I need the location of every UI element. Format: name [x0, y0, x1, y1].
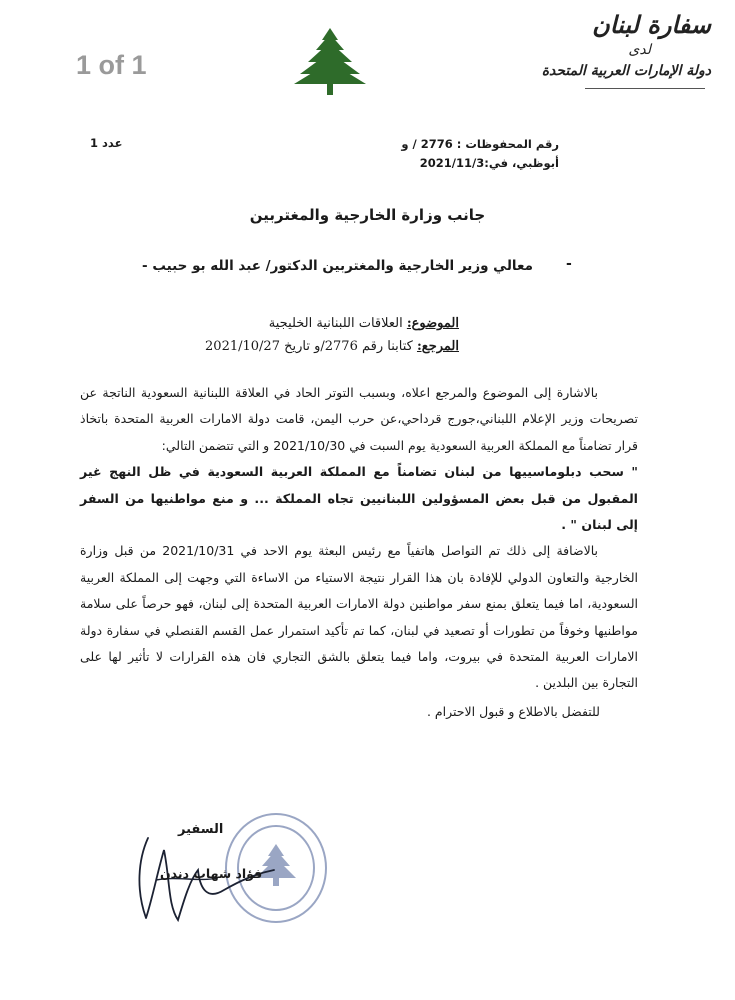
place-date: أبوظبي، في:2021/11/3 — [419, 156, 559, 170]
copy-number: عدد 1 — [90, 136, 123, 150]
archive-number: رقم المحفوظات : 2776 / و — [401, 137, 559, 151]
letter-body — [80, 380, 638, 725]
reference-label: المرجع: — [416, 339, 459, 354]
reference-text: كتابنا رقم 2776/و تاريخ 2021/10/27 — [205, 339, 417, 354]
embassy-letterhead — [531, 10, 711, 82]
addressee-minister: معالي وزير الخارجية والمغتربين الدكتور/ عبد الله بو حبيب - — [142, 258, 533, 274]
letterhead-to: لدى — [628, 42, 651, 58]
letterhead-embassy-name: سفارة لبنان — [592, 10, 711, 39]
body-paragraph-2: بالاضافة إلى ذلك تم التواصل هاتفياً مع رئيس البعثة يوم الاحد في 2021/10/31 من قبل وزارة الخارجية والتعاون الدولي للإفادة بان هذا القرار نتيجة الاستياء من الاساءة التي وجهت إلى المملكة العربية السعودية، اما فيما يتعلق بمنع سفر مواطنين دولة الامارات العربية المتحدة إلى لبنان، فهو حرصاً على سلامة مواطنيها وخوفاً من تطورات أو تصعيد في لبنان، كما تم تأكيد استمرار عمل القسم القنصلي في سفارة دولة الامارات العربية المتحدة في بيروت، واما فيما يتعلق بالشق التجاري فان هذه القرارات لا تأثير لها على التجارة بين البلدين . — [80, 543, 638, 691]
body-quote: " سحب دبلوماسييها من لبنان تضامناً مع المملكة العربية السعودية في ظل النهج غير المقبول من قبل بعض المسؤولين اللبنانيين تجاه المملكة ... و منع مواطنيها من السفر إلى لبنان " . — [80, 464, 638, 533]
letterhead-underline — [585, 88, 705, 89]
addressee-dash: - — [566, 256, 572, 272]
subject-text: العلاقات اللبنانية الخليجية — [268, 316, 407, 331]
letterhead-country: دولة الإمارات العربية المتحدة — [541, 63, 711, 79]
subject-label: الموضوع: — [406, 316, 459, 331]
body-paragraph-1: بالاشارة إلى الموضوع والمرجع اعلاه، وبسبب التوتر الحاد في العلاقة اللبنانية السعودية الناتجة عن تصريحات وزير الإعلام اللبناني،جورج قرداحي،عن حرب اليمن، قامت دولة الامارات العربية المتحدة باتخاذ قرار تضامناً مع المملكة العربية السعودية يوم السبت في 2021/10/30 و التي تتضمن التالي: — [80, 385, 638, 453]
ambassador-name: فؤاد شهاب دندن — [160, 866, 263, 881]
cedar-tree-icon — [292, 26, 368, 96]
body-closing: للتفضل بالاطلاع و قبول الاحترام . — [426, 703, 600, 719]
ambassador-title: السفير — [178, 822, 224, 837]
subject-line — [269, 316, 459, 331]
page-counter: 1 of 1 — [76, 50, 147, 80]
reference-block — [319, 135, 559, 173]
addressee-ministry: جانب وزارة الخارجية والمغتربين — [249, 206, 486, 224]
reference-line — [205, 339, 459, 354]
